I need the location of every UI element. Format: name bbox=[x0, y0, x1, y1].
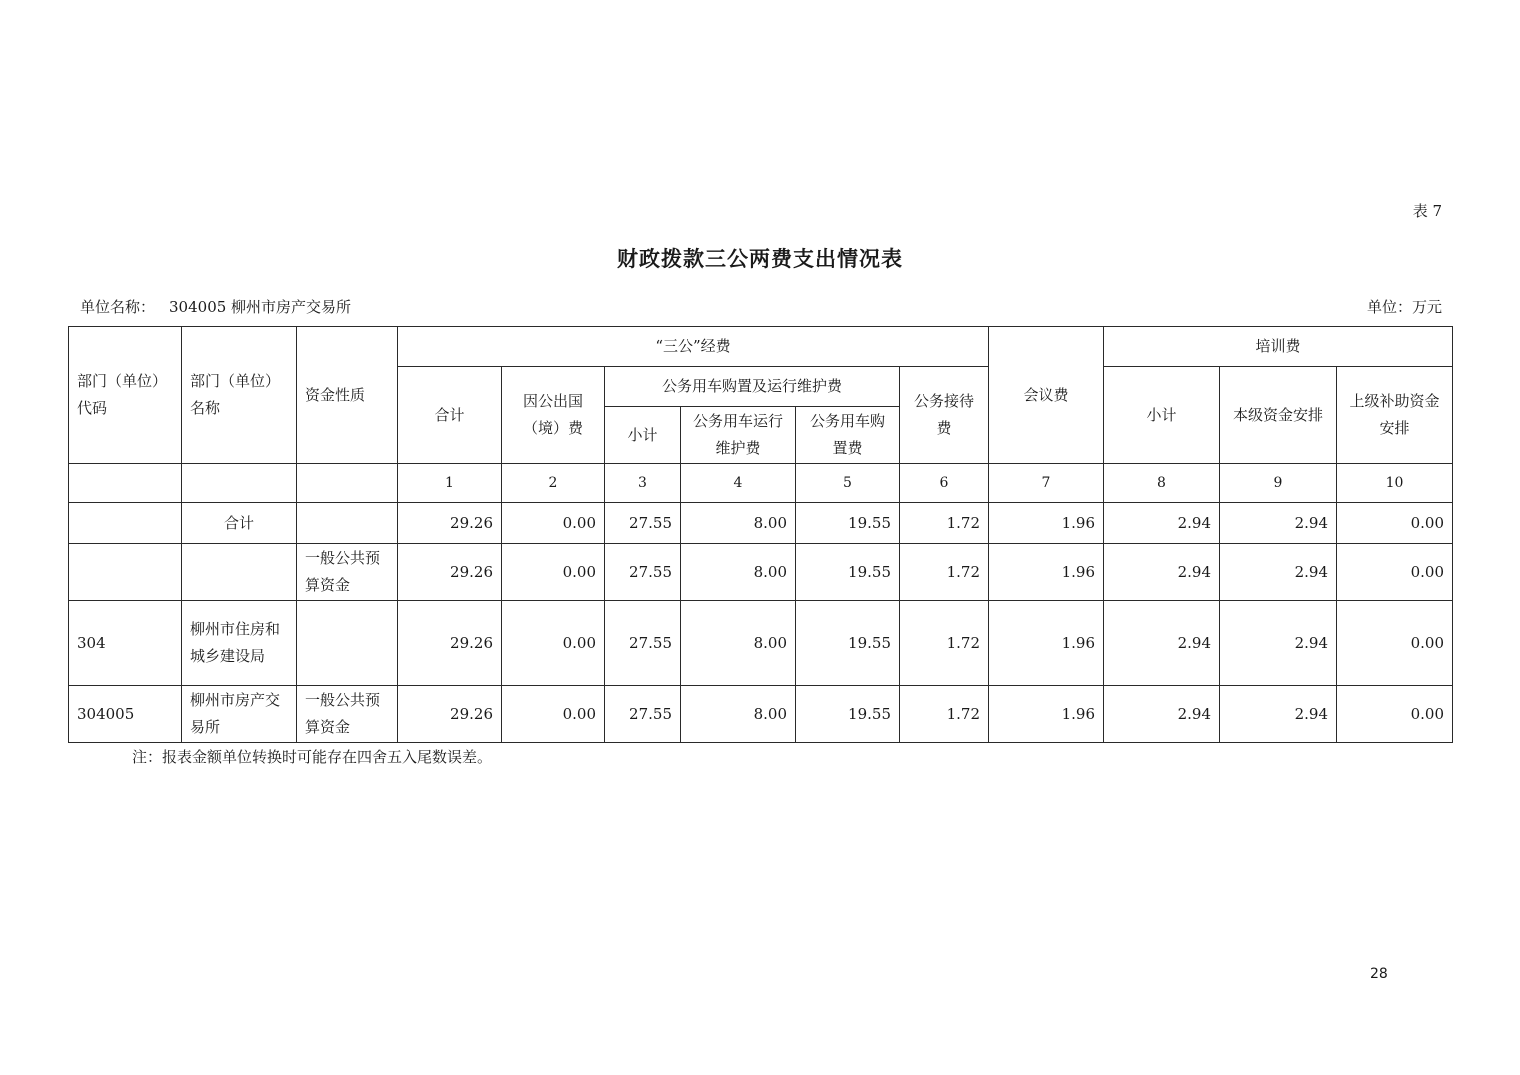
row-value: 2.94 bbox=[1220, 686, 1337, 743]
currency-unit: 单位：万元 bbox=[1366, 298, 1442, 316]
header-total: 合计 bbox=[398, 367, 502, 464]
row-value: 1.72 bbox=[900, 544, 989, 601]
row-code bbox=[69, 544, 182, 601]
blank-cell bbox=[297, 464, 398, 503]
table-row bbox=[69, 544, 1453, 601]
row-value: 1.96 bbox=[989, 686, 1104, 743]
row-name: 合计 bbox=[182, 503, 297, 544]
row-value: 0.00 bbox=[502, 601, 605, 686]
header-training-subtotal: 小计 bbox=[1104, 367, 1220, 464]
column-number: 9 bbox=[1220, 464, 1337, 503]
row-name bbox=[182, 544, 297, 601]
header-training: 培训费 bbox=[1104, 327, 1453, 367]
blank-cell bbox=[182, 464, 297, 503]
header-vehicle: 公务用车购置及运行维护费 bbox=[605, 367, 900, 407]
unit-name-label: 单位名称： bbox=[80, 298, 156, 316]
column-number: 1 bbox=[398, 464, 502, 503]
row-value: 8.00 bbox=[681, 686, 796, 743]
row-value: 2.94 bbox=[1104, 601, 1220, 686]
row-value: 0.00 bbox=[1337, 503, 1453, 544]
row-value: 2.94 bbox=[1104, 503, 1220, 544]
page-number: 28 bbox=[1370, 966, 1388, 982]
row-code: 304005 bbox=[69, 686, 182, 743]
row-name: 柳州市房产交易所 bbox=[182, 686, 297, 743]
header-training-superior: 上级补助资金安排 bbox=[1337, 367, 1453, 464]
header-fund-type: 资金性质 bbox=[297, 327, 398, 464]
row-value: 8.00 bbox=[681, 601, 796, 686]
row-value: 29.26 bbox=[398, 503, 502, 544]
row-value: 29.26 bbox=[398, 544, 502, 601]
unit-name-value: 304005 柳州市房产交易所 bbox=[169, 298, 352, 316]
header-dept-name: 部门（单位）名称 bbox=[182, 327, 297, 464]
column-number-row bbox=[69, 464, 1453, 503]
row-value: 0.00 bbox=[1337, 544, 1453, 601]
row-name: 柳州市住房和城乡建设局 bbox=[182, 601, 297, 686]
footnote: 注：报表金额单位转换时可能存在四舍五入尾数误差。 bbox=[132, 748, 493, 766]
column-number: 6 bbox=[900, 464, 989, 503]
header-reception: 公务接待费 bbox=[900, 367, 989, 464]
blank-cell bbox=[69, 464, 182, 503]
row-code bbox=[69, 503, 182, 544]
table-row bbox=[69, 503, 1453, 544]
header-vehicle-subtotal: 小计 bbox=[605, 407, 681, 464]
row-value: 29.26 bbox=[398, 601, 502, 686]
header-dept-code: 部门（单位）代码 bbox=[69, 327, 182, 464]
row-value: 2.94 bbox=[1104, 686, 1220, 743]
row-value: 2.94 bbox=[1220, 503, 1337, 544]
row-value: 29.26 bbox=[398, 686, 502, 743]
column-number: 8 bbox=[1104, 464, 1220, 503]
row-value: 19.55 bbox=[796, 601, 900, 686]
row-value: 1.72 bbox=[900, 601, 989, 686]
row-value: 2.94 bbox=[1220, 544, 1337, 601]
column-number: 7 bbox=[989, 464, 1104, 503]
page-title: 财政拨款三公两费支出情况表 bbox=[617, 246, 903, 271]
header-abroad: 因公出国（境）费 bbox=[502, 367, 605, 464]
row-value: 1.96 bbox=[989, 503, 1104, 544]
column-number: 4 bbox=[681, 464, 796, 503]
row-value: 19.55 bbox=[796, 503, 900, 544]
header-row-1 bbox=[69, 327, 1453, 367]
header-meeting: 会议费 bbox=[989, 327, 1104, 464]
row-value: 1.96 bbox=[989, 601, 1104, 686]
row-code: 304 bbox=[69, 601, 182, 686]
row-value: 19.55 bbox=[796, 686, 900, 743]
header-vehicle-purchase: 公务用车购置费 bbox=[796, 407, 900, 464]
table-row bbox=[69, 601, 1453, 686]
row-value: 27.55 bbox=[605, 503, 681, 544]
row-value: 0.00 bbox=[502, 503, 605, 544]
column-number: 5 bbox=[796, 464, 900, 503]
row-value: 27.55 bbox=[605, 601, 681, 686]
row-value: 0.00 bbox=[1337, 601, 1453, 686]
row-value: 8.00 bbox=[681, 503, 796, 544]
unit-name-line bbox=[80, 296, 365, 317]
expenditure-table bbox=[68, 326, 1453, 743]
table-number: 表 7 bbox=[1412, 202, 1442, 220]
header-sangong: “三公”经费 bbox=[398, 327, 989, 367]
row-value: 19.55 bbox=[796, 544, 900, 601]
row-fund bbox=[297, 601, 398, 686]
row-value: 1.72 bbox=[900, 686, 989, 743]
row-value: 0.00 bbox=[1337, 686, 1453, 743]
row-value: 1.96 bbox=[989, 544, 1104, 601]
header-vehicle-running: 公务用车运行维护费 bbox=[681, 407, 796, 464]
row-value: 8.00 bbox=[681, 544, 796, 601]
row-fund: 一般公共预算资金 bbox=[297, 544, 398, 601]
column-number: 10 bbox=[1337, 464, 1453, 503]
column-number: 2 bbox=[502, 464, 605, 503]
row-value: 2.94 bbox=[1220, 601, 1337, 686]
row-value: 0.00 bbox=[502, 544, 605, 601]
header-training-local: 本级资金安排 bbox=[1220, 367, 1337, 464]
row-value: 27.55 bbox=[605, 544, 681, 601]
row-fund bbox=[297, 503, 398, 544]
row-value: 27.55 bbox=[605, 686, 681, 743]
row-value: 2.94 bbox=[1104, 544, 1220, 601]
row-value: 1.72 bbox=[900, 503, 989, 544]
column-number: 3 bbox=[605, 464, 681, 503]
table-row bbox=[69, 686, 1453, 743]
row-fund: 一般公共预算资金 bbox=[297, 686, 398, 743]
row-value: 0.00 bbox=[502, 686, 605, 743]
